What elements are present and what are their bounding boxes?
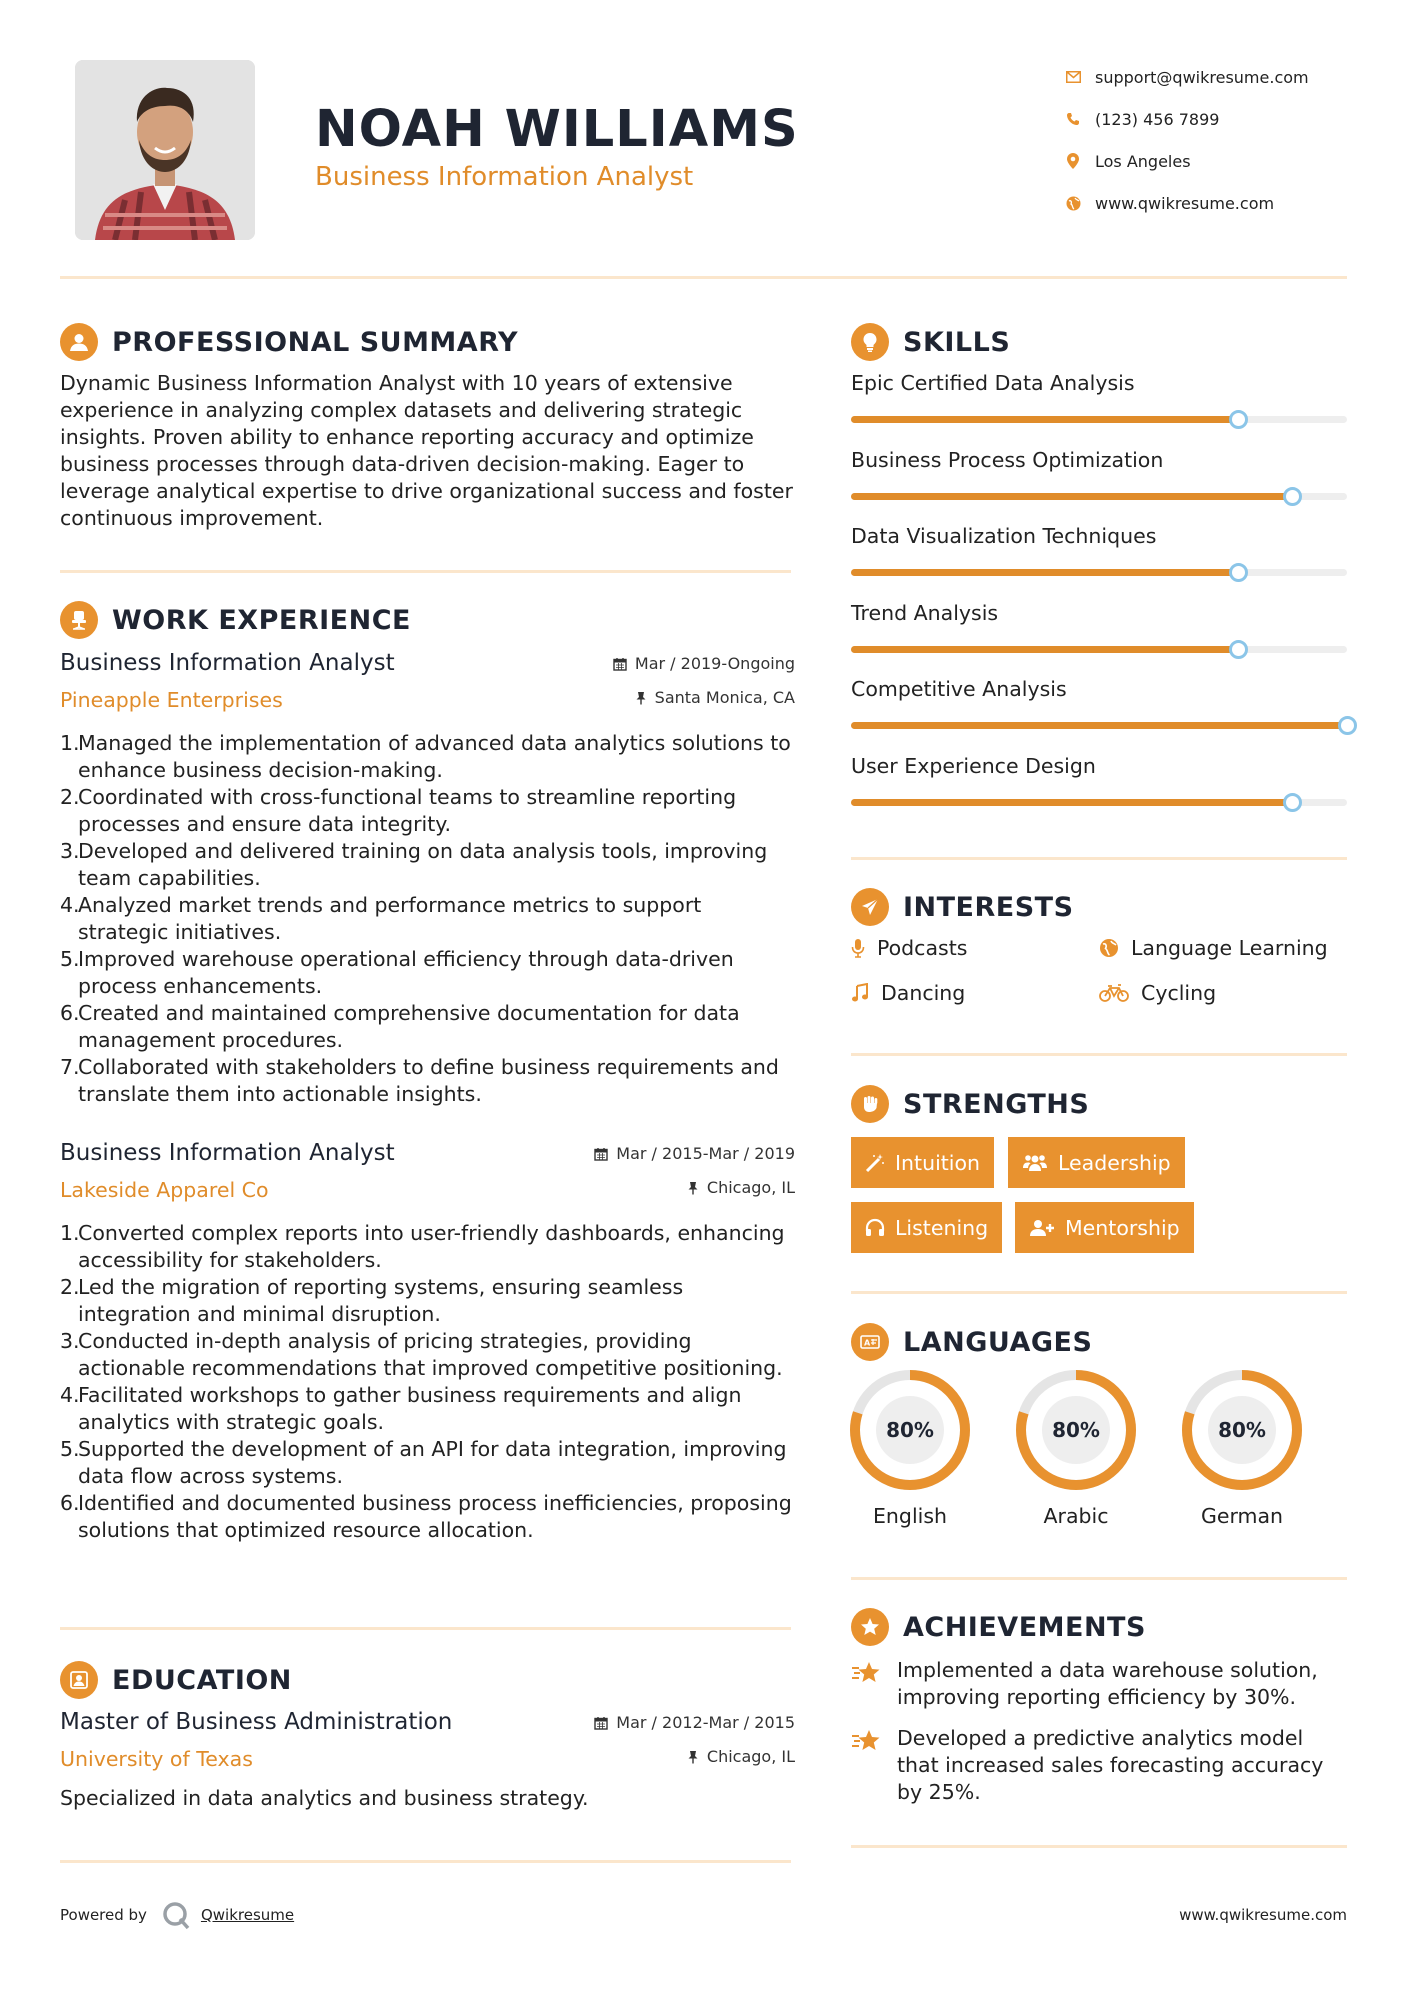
skill-bar-fill — [851, 416, 1238, 423]
job-company: Pineapple Enterprises — [60, 688, 283, 712]
education-heading — [60, 1661, 292, 1699]
candidate-role: Business Information Analyst — [315, 162, 694, 192]
pin-icon — [687, 1750, 699, 1764]
skills-heading — [851, 323, 1010, 361]
star-icon — [851, 1727, 885, 1755]
star-badge-icon — [851, 1608, 889, 1646]
languages-heading-text: LANGUAGES — [903, 1326, 1093, 1358]
job-location-text: Chicago, IL — [706, 1178, 795, 1197]
headphones-icon — [865, 1218, 885, 1238]
interest-label: Language Learning — [1131, 936, 1328, 960]
list-item: 1. Managed the implementation of advanced data analytics solutions to enhance business decision-making. — [60, 731, 791, 782]
contact-info — [1055, 56, 1385, 224]
summary-heading — [60, 323, 518, 361]
language-progress-ring — [848, 1368, 972, 1492]
interest-item — [851, 981, 965, 1005]
language-percent: 80% — [1052, 1418, 1100, 1442]
summary-divider — [60, 570, 791, 573]
skill-name: Trend Analysis — [851, 600, 999, 625]
contact-phone[interactable] — [1055, 98, 1385, 140]
interest-label: Cycling — [1141, 981, 1217, 1005]
skill-name: Business Process Optimization — [851, 447, 1164, 472]
work-heading-text: WORK EXPERIENCE — [112, 604, 411, 636]
contact-website[interactable] — [1055, 182, 1385, 224]
job-bullets — [60, 1220, 795, 1544]
job-date-text: Mar / 2019-Ongoing — [634, 654, 795, 673]
calendar-icon — [594, 1147, 608, 1161]
list-item: 3. Developed and delivered training on data analysis tools, improving team capabilities. — [60, 839, 768, 890]
fist-icon — [851, 1085, 889, 1123]
job-date — [594, 1144, 795, 1163]
skill-bar-knob — [1283, 487, 1302, 506]
users-icon — [1022, 1153, 1048, 1173]
skill-name: User Experience Design — [851, 753, 1096, 778]
education-heading-text: EDUCATION — [112, 1664, 292, 1696]
strength-label: Listening — [895, 1215, 989, 1240]
job-bullets — [60, 730, 795, 1108]
star-icon — [851, 1659, 885, 1687]
skill-bar — [851, 416, 1347, 423]
skill-bar — [851, 722, 1347, 729]
languages-heading — [851, 1323, 1092, 1361]
job-date — [613, 654, 795, 673]
summary-text: Dynamic Business Information Analyst with 10 years of extensive experience in analyzing complex datasets and delivering strategic insights. Proven ability to enhance reporting accuracy and optimize business processes through data-driven decision-making. Eager to leverage analytical expertise to drive organizational success and foster continuous improvement. — [60, 371, 793, 530]
skill-item — [851, 600, 1347, 677]
music-icon — [851, 983, 869, 1003]
education-date-text: Mar / 2012-Mar / 2015 — [616, 1713, 795, 1732]
globe-icon — [1055, 196, 1091, 211]
job-location — [635, 688, 795, 707]
pin-icon — [635, 691, 647, 705]
strength-label: Mentorship — [1065, 1215, 1180, 1240]
strength-label: Intuition — [895, 1150, 981, 1175]
language-name: German — [1200, 1504, 1284, 1528]
profile-photo — [75, 60, 255, 240]
contact-email-text: support@qwikresume.com — [1095, 67, 1309, 87]
work-heading — [60, 601, 411, 639]
bicycle-icon — [1099, 983, 1129, 1003]
skill-bar-fill — [851, 722, 1347, 729]
work-divider — [60, 1627, 791, 1630]
skill-bar-fill — [851, 493, 1292, 500]
skill-bar-knob — [1283, 793, 1302, 812]
achievements-heading-text: ACHIEVEMENTS — [903, 1611, 1146, 1643]
skill-item — [851, 676, 1347, 753]
pin-icon — [687, 1181, 699, 1195]
achievement-text: Developed a predictive analytics model that increased sales forecasting accuracy by 25%. — [897, 1726, 1324, 1804]
strength-badge — [1015, 1202, 1194, 1253]
job-date-text: Mar / 2015-Mar / 2019 — [616, 1144, 795, 1163]
language-name: Arabic — [1043, 1504, 1109, 1528]
skill-bar-fill — [851, 569, 1238, 576]
achievement-item — [851, 1657, 1347, 1711]
skill-bar — [851, 799, 1347, 806]
list-item: 5. Supported the development of an API for data integration, improving data flow across systems. — [60, 1437, 787, 1488]
user-icon — [60, 323, 98, 361]
skill-name: Competitive Analysis — [851, 677, 1067, 701]
education-date — [594, 1713, 795, 1732]
education-location — [687, 1747, 795, 1766]
list-item: 6. Created and maintained comprehensive documentation for data management procedures. — [60, 1001, 740, 1052]
interest-item — [1099, 981, 1216, 1005]
interest-item — [851, 936, 967, 960]
skill-name: Data Visualization Techniques — [851, 524, 1157, 548]
interest-label: Dancing — [881, 981, 966, 1005]
language-name: English — [872, 1504, 948, 1528]
skills-heading-text: SKILLS — [903, 326, 1011, 358]
footer-powered-by — [60, 1900, 294, 1930]
qwikresume-logo-icon — [161, 1900, 191, 1930]
skill-bar — [851, 493, 1347, 500]
lightbulb-icon — [851, 323, 889, 361]
education-description: Specialized in data analytics and business strategy. — [60, 1786, 589, 1810]
interests-heading-text: INTERESTS — [903, 891, 1074, 923]
job-entry — [60, 650, 795, 1108]
job-location — [687, 1178, 795, 1197]
achievement-text: Implemented a data warehouse solution, improving reporting efficiency by 30%. — [897, 1658, 1318, 1709]
calendar-icon — [594, 1716, 608, 1730]
skill-bar-fill — [851, 799, 1292, 806]
office-chair-icon — [60, 601, 98, 639]
svg-text:A: A — [864, 1338, 871, 1348]
language-item — [848, 1368, 972, 1528]
strengths-divider — [851, 1291, 1347, 1294]
strength-badge — [851, 1202, 1002, 1253]
strength-badge — [1008, 1137, 1185, 1188]
header-divider — [60, 276, 1347, 279]
job-entry — [60, 1140, 795, 1544]
graduate-icon — [60, 1661, 98, 1699]
language-progress-ring — [1180, 1368, 1304, 1492]
globe-icon — [1099, 938, 1119, 958]
list-item: 7. Collaborated with stakeholders to define business requirements and translate them into actionable insights. — [60, 1055, 779, 1106]
microphone-icon — [851, 938, 865, 958]
achievements-divider — [851, 1845, 1347, 1848]
list-item: 4. Facilitated workshops to gather business requirements and align analytics with strategic goals. — [60, 1383, 742, 1434]
interest-label: Podcasts — [877, 936, 968, 960]
school-name: University of Texas — [60, 1747, 253, 1771]
skill-name: Epic Certified Data Analysis — [851, 371, 1135, 395]
job-company: Lakeside Apparel Co — [60, 1178, 269, 1202]
list-item: 6. Identified and documented business process inefficiencies, proposing solutions that optimized resource allocation. — [60, 1491, 792, 1542]
skill-item — [851, 370, 1347, 447]
paper-plane-icon — [851, 888, 889, 926]
phone-icon — [1055, 112, 1091, 126]
interests-divider — [851, 1053, 1347, 1056]
strengths-heading — [851, 1085, 1089, 1123]
summary-heading-text: PROFESSIONAL SUMMARY — [112, 326, 519, 358]
education-entry — [60, 1709, 795, 1812]
footer-website[interactable]: www.qwikresume.com — [1179, 1906, 1347, 1924]
skill-item — [851, 753, 1347, 830]
map-marker-icon — [1055, 153, 1091, 169]
user-plus-icon — [1029, 1218, 1055, 1238]
language-card-icon — [851, 1323, 889, 1361]
contact-phone-text: (123) 456 7899 — [1095, 109, 1220, 129]
degree-title: Master of Business Administration — [60, 1709, 453, 1735]
list-item: 3. Conducted in-depth analysis of pricing strategies, providing actionable recommendations that improved competitive positioning. — [60, 1329, 783, 1380]
education-divider — [60, 1860, 791, 1863]
contact-location-text: Los Angeles — [1095, 151, 1191, 171]
qwikresume-link[interactable]: Qwikresume — [200, 1906, 295, 1924]
skill-bar-fill — [851, 646, 1238, 653]
strength-label: Leadership — [1058, 1150, 1171, 1175]
list-item: 5. Improved warehouse operational efficiency through data-driven process enhancements. — [60, 947, 734, 998]
interests-heading — [851, 888, 1074, 926]
skill-bar-knob — [1229, 563, 1248, 582]
language-item — [1014, 1368, 1138, 1528]
skill-bar-knob — [1338, 716, 1357, 735]
skill-item — [851, 523, 1347, 600]
job-title: Business Information Analyst — [60, 1140, 395, 1166]
skill-bar-knob — [1229, 640, 1248, 659]
skill-bar-knob — [1229, 410, 1248, 429]
skill-item — [851, 447, 1347, 524]
list-item: 2. Led the migration of reporting systems, ensuring seamless integration and minimal disruption. — [60, 1275, 684, 1326]
list-item: 4. Analyzed market trends and performance metrics to support strategic initiatives. — [60, 893, 702, 944]
contact-website-text: www.qwikresume.com — [1095, 193, 1275, 213]
interest-item — [1099, 936, 1328, 960]
skill-bar — [851, 569, 1347, 576]
strength-badge — [851, 1137, 994, 1188]
language-percent: 80% — [1218, 1418, 1266, 1442]
language-item — [1180, 1368, 1304, 1528]
contact-location — [1055, 140, 1385, 182]
language-progress-ring — [1014, 1368, 1138, 1492]
job-location-text: Santa Monica, CA — [654, 688, 795, 707]
calendar-icon — [613, 657, 627, 671]
list-item: 1. Converted complex reports into user-friendly dashboards, enhancing accessibility for stakeholders. — [60, 1221, 785, 1272]
education-location-text: Chicago, IL — [706, 1747, 795, 1766]
magic-wand-icon — [865, 1153, 885, 1173]
skill-bar — [851, 646, 1347, 653]
job-title: Business Information Analyst — [60, 650, 395, 676]
envelope-icon — [1055, 71, 1091, 83]
contact-email[interactable] — [1055, 56, 1385, 98]
candidate-name: NOAH WILLIAMS — [315, 100, 799, 159]
language-percent: 80% — [886, 1418, 934, 1442]
strengths-heading-text: STRENGTHS — [903, 1088, 1090, 1120]
languages-divider — [851, 1577, 1347, 1580]
list-item: 2. Coordinated with cross-functional teams to streamline reporting processes and ensure data integrity. — [60, 785, 737, 836]
skills-list — [851, 370, 1347, 829]
skills-divider — [851, 857, 1347, 860]
achievements-heading — [851, 1608, 1146, 1646]
achievement-item — [851, 1725, 1347, 1806]
powered-by-text: Powered by — [60, 1906, 147, 1924]
